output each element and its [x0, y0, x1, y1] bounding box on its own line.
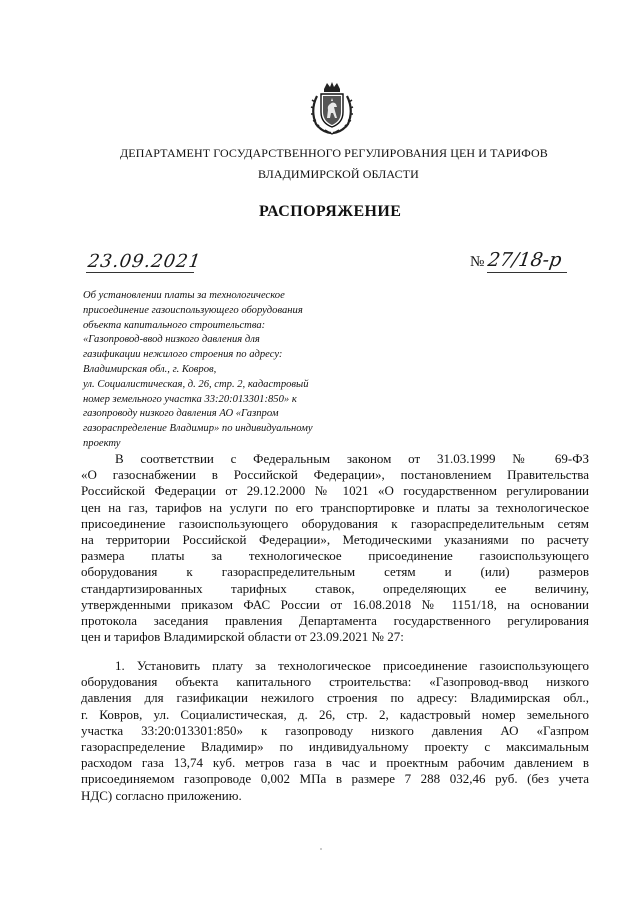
number-underline [487, 272, 567, 273]
subject-line: газопроводу низкого давления АО «Газпром [83, 408, 279, 420]
paragraph-line: протокола заседания правления Департамента государственного регулирования [81, 613, 589, 629]
subject-line: газораспределение Владимир» по индивидуальному [83, 423, 313, 435]
date-underline [86, 272, 194, 273]
paragraph-line: оборудования объекта капитального строительства: «Газопровод-ввод низкого [81, 674, 589, 690]
paragraph-line: газораспределение Владимир» по индивидуальному проекту с максимальным [81, 739, 589, 755]
paragraph-line: расходом газа 13,74 куб. метров газа в час и проектным рабочим давлением в [81, 755, 589, 771]
paragraph-line: цен и тарифов Владимирской области от 23.09.2021 № 27: [81, 629, 404, 645]
paragraph-line: присоединяемом газопроводе 0,002 МПа в размере 7 288 032,46 руб. (без учета [81, 771, 589, 787]
department-name-line1: ДЕПАРТАМЕНТ ГОСУДАРСТВЕННОГО РЕГУЛИРОВАНИЯ ЦЕН И ТАРИФОВ [120, 146, 548, 160]
paragraph-line: участка 33:20:013301:850» к газопроводу низкого давления АО «Газпром [81, 722, 589, 738]
document-type-title: РАСПОРЯЖЕНИЕ [259, 203, 402, 220]
paragraph-line: на территории Российской Федерации», Методическими указаниями по расчету [81, 532, 589, 548]
subject-line: Об установлении платы за технологическое [83, 290, 285, 301]
subject-line: присоединение газоиспользующего оборудования [83, 304, 303, 316]
paragraph-line: цен на газ, тарифов на услуги по его транспортировке и платы за технологическое [81, 499, 589, 515]
paragraph-line: В соответствии с Федеральным законом от 31.03.1999 № 69-ФЗ [115, 451, 589, 466]
document-date: 23.09.2021 [86, 251, 203, 272]
subject-line: объекта капитального строительства: [83, 319, 266, 331]
scan-speck [320, 848, 322, 850]
document-number: 27/18-р [486, 249, 563, 271]
paragraph-line: размера платы за технологическое присоединение газоиспользующего [81, 548, 589, 564]
subject-line: Владимирская обл., г. Ковров, [83, 363, 217, 375]
paragraph-line: «О газоснабжении в Российской Федерации», постановлением Правительства [81, 467, 589, 483]
paragraph-line: утвержденными приказом ФАС России от 16.08.2018 № 1151/18, на основании [81, 596, 589, 612]
subject-line: номер земельного участка 33:20:013301:850» к [83, 393, 297, 405]
paragraph-line: г. Ковров, ул. Социалистическая, д. 26, стр. 2, кадастровый номер земельного [81, 706, 589, 722]
clause-1-paragraph [81, 658, 589, 804]
subject-block [83, 289, 373, 452]
preamble-paragraph [81, 451, 589, 645]
paragraph-line: оборудования к газораспределительным сетям и (или) размеров [81, 564, 589, 580]
paragraph-line: стандартизированных тарифных ставок, определяющих ее величину, [81, 580, 589, 596]
paragraph-line: давления для газификации нежилого строения по адресу: Владимирская обл., [81, 690, 589, 706]
paragraph-line: присоединение газоиспользующего оборудования к газораспределительным сетям [81, 515, 589, 531]
department-name-line2: ВЛАДИМИРСКОЙ ОБЛАСТИ [258, 167, 419, 181]
coat-of-arms-icon [307, 80, 357, 136]
subject-line: ул. Социалистическая, д. 26, стр. 2, кадастровый [83, 378, 309, 390]
number-sign: № [470, 254, 485, 270]
subject-line: газификации нежилого строения по адресу: [83, 349, 283, 361]
paragraph-line: Российской Федерации от 29.12.2000 № 1021 «О государственном регулировании [81, 483, 589, 499]
subject-line: проекту [83, 437, 121, 449]
subject-line: «Газопровод-ввод низкого давления для [83, 334, 260, 346]
paragraph-line: 1. Установить плату за технологическое присоединение газоиспользующего [115, 658, 589, 673]
paragraph-line: НДС) согласно приложению. [81, 787, 242, 803]
